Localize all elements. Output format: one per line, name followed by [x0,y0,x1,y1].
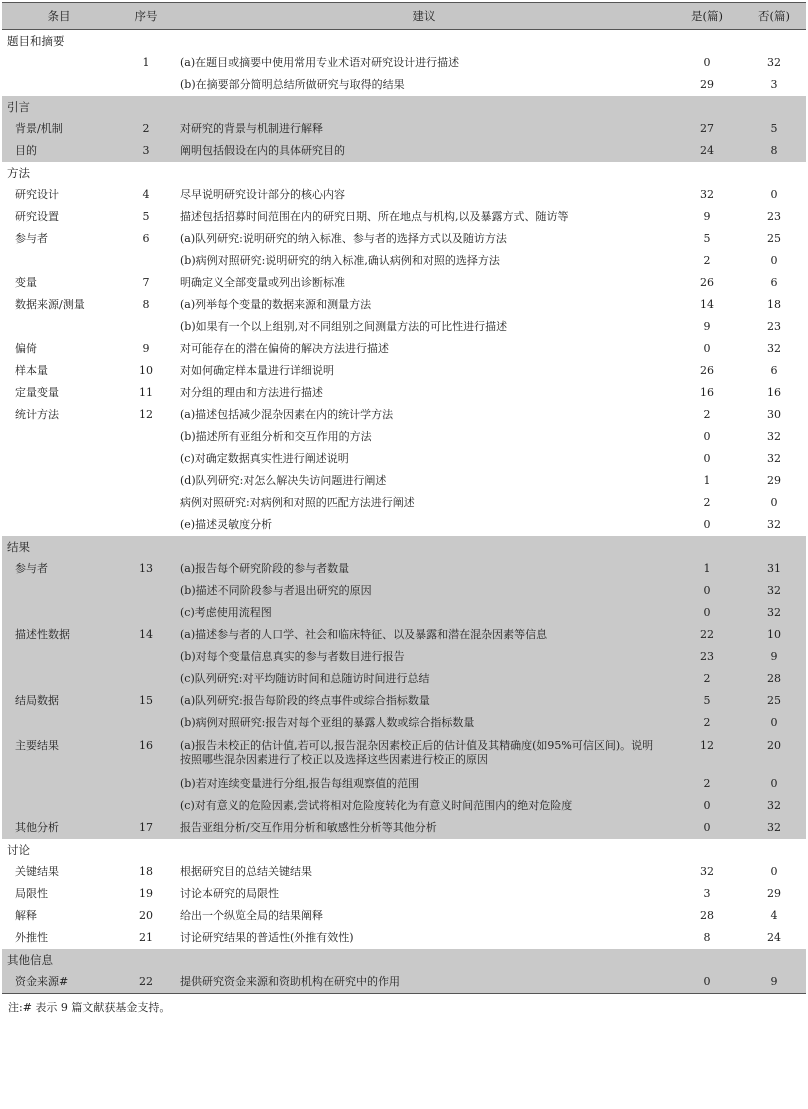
yes-count-cell: 5 [672,690,742,712]
table-row [2,624,806,646]
number-cell [116,514,176,536]
recommendation-cell: (d)队列研究:对怎么解决失访问题进行阐述 [180,474,387,487]
table-row [2,470,806,492]
yes-count-cell: 22 [672,624,742,646]
recommendation-cell: 根据研究目的总结关键结果 [180,865,312,878]
item-cell [2,74,116,96]
table-footnote: 注:# 表示 9 篇文献获基金支持。 [8,1001,171,1014]
number-cell: 20 [139,909,153,922]
yes-count-cell: 2 [672,668,742,690]
recommendation-cell: 给出一个纵览全局的结果阐释 [180,909,323,922]
recommendation-cell: (c)对有意义的危险因素,尝试将相对危险度转化为有意义时间范围内的绝对危险度 [176,795,672,817]
yes-count-cell: 23 [672,646,742,668]
item-cell [2,580,116,602]
recommendation-cell: (c)队列研究:对平均随访时间和总随访时间进行总结 [176,668,672,690]
number-cell [116,448,176,470]
item-cell: 统计方法 [15,408,59,421]
no-count-cell: 24 [767,931,781,944]
no-count-cell: 6 [770,364,778,377]
recommendation-cell: 对研究的背景与机制进行解释 [176,118,672,140]
no-count-cell: 32 [767,518,781,531]
yes-count-cell: 24 [672,140,742,162]
number-cell: 4 [142,188,150,201]
recommendation-cell: (a)队列研究:说明研究的纳入标准、参与者的选择方式以及随访方法 [180,232,507,245]
number-cell: 5 [142,210,150,223]
yes-count-cell: 16 [700,386,714,399]
yes-count-cell: 14 [700,298,714,311]
yes-count-cell: 27 [672,118,742,140]
item-cell: 偏倚 [15,342,37,355]
item-cell: 外推性 [15,931,48,944]
section-row [2,30,806,53]
section-row [2,162,806,184]
recommendation-cell: 讨论研究结果的普适性(外推有效性) [180,931,354,944]
number-cell: 21 [139,931,153,944]
no-count-cell: 32 [767,452,781,465]
recommendation-cell: (a)列举每个变量的数据来源和测量方法 [180,298,372,311]
number-cell [116,250,176,272]
item-cell [2,646,116,668]
number-cell: 22 [116,971,176,994]
table-row [2,773,806,795]
item-cell [2,316,116,338]
number-cell [116,668,176,690]
item-cell [2,426,116,448]
number-cell: 10 [139,364,153,377]
table-row [2,294,806,316]
no-count-cell: 32 [742,817,806,839]
table-body [2,30,806,994]
number-cell: 16 [116,734,176,773]
no-count-cell: 32 [767,342,781,355]
yes-count-cell: 3 [703,887,711,900]
recommendation-cell: 提供研究资金来源和资助机构在研究中的作用 [176,971,672,994]
yes-count-cell: 32 [700,188,714,201]
number-cell: 13 [116,558,176,580]
yes-count-cell: 0 [672,602,742,624]
number-cell: 9 [142,342,150,355]
item-cell: 研究设置 [15,210,59,223]
item-cell [2,668,116,690]
recommendation-cell: (a)报告每个研究阶段的参与者数量 [176,558,672,580]
item-cell: 背景/机制 [2,118,116,140]
item-cell: 参与者 [2,558,116,580]
section-title: 方法 [7,166,30,180]
header-yes: 是(篇) [672,3,742,30]
number-cell: 12 [139,408,153,421]
yes-count-cell: 0 [703,518,711,531]
item-cell [2,712,116,734]
item-cell: 参与者 [15,232,48,245]
yes-count-cell: 28 [700,909,714,922]
number-cell: 6 [142,232,150,245]
header-number: 序号 [116,3,176,30]
yes-count-cell: 0 [703,430,711,443]
recommendation-cell: (b)描述不同阶段参与者退出研究的原因 [176,580,672,602]
yes-count-cell: 1 [672,558,742,580]
no-count-cell: 0 [770,496,778,509]
item-cell: 目的 [2,140,116,162]
recommendation-cell: 明确定义全部变量或列出诊断标准 [180,276,345,289]
recommendation-cell: (b)如果有一个以上组别,对不同组别之间测量方法的可比性进行描述 [180,320,508,333]
item-cell [2,602,116,624]
item-cell: 结局数据 [2,690,116,712]
table-row [2,118,806,140]
recommendation-cell: (e)描述灵敏度分析 [180,518,273,531]
no-count-cell: 30 [767,408,781,421]
no-count-cell: 0 [742,773,806,795]
yes-count-cell: 26 [700,364,714,377]
item-cell: 解释 [15,909,37,922]
table-row [2,272,806,294]
no-count-cell: 25 [742,690,806,712]
number-cell: 14 [116,624,176,646]
table-row [2,206,806,228]
yes-count-cell: 9 [703,210,711,223]
section-title: 题目和摘要 [7,34,65,48]
item-cell: 关键结果 [15,865,59,878]
table-row [2,140,806,162]
recommendation-cell: 阐明包括假设在内的具体研究目的 [176,140,672,162]
yes-count-cell: 0 [672,971,742,994]
yes-count-cell: 0 [672,795,742,817]
number-cell: 8 [142,298,150,311]
yes-count-cell: 2 [703,408,711,421]
number-cell: 7 [142,276,150,289]
section-row [2,96,806,118]
number-cell: 19 [139,887,153,900]
item-cell: 样本量 [15,364,48,377]
yes-count-cell: 9 [703,320,711,333]
no-count-cell: 0 [770,188,778,201]
no-count-cell: 0 [770,865,778,878]
recommendation-cell: (b)描述所有亚组分析和交互作用的方法 [180,430,372,443]
recommendation-cell: (a)在题目或摘要中使用常用专业术语对研究设计进行描述 [180,56,460,69]
number-cell [116,316,176,338]
no-count-cell: 0 [770,254,778,267]
table-header-row [2,3,806,30]
no-count-cell: 20 [742,734,806,773]
recommendation-cell: 尽早说明研究设计部分的核心内容 [180,188,345,201]
table-row [2,404,806,426]
item-cell: 数据来源/测量 [15,298,85,311]
item-cell: 资金来源# [2,971,116,994]
yes-count-cell: 8 [703,931,711,944]
yes-count-cell: 5 [703,232,711,245]
yes-count-cell: 0 [672,580,742,602]
recommendation-cell: 病例对照研究:对病例和对照的匹配方法进行阐述 [180,496,415,509]
recommendation-cell: (a)描述包括减少混杂因素在内的统计学方法 [180,408,394,421]
table-row [2,52,806,74]
number-cell: 17 [116,817,176,839]
number-cell [116,470,176,492]
table-row [2,492,806,514]
item-cell [2,470,116,492]
yes-count-cell: 1 [703,474,711,487]
item-cell: 主要结果 [2,734,116,773]
no-count-cell: 29 [767,474,781,487]
no-count-cell: 28 [742,668,806,690]
table-row [2,228,806,250]
item-cell [2,52,116,74]
no-count-cell: 10 [742,624,806,646]
table-row [2,690,806,712]
number-cell [116,426,176,448]
table-row [2,602,806,624]
table-row [2,817,806,839]
no-count-cell: 32 [742,602,806,624]
number-cell: 2 [116,118,176,140]
yes-count-cell: 2 [672,712,742,734]
recommendation-cell: 讨论本研究的局限性 [180,887,279,900]
item-cell [2,773,116,795]
yes-count-cell: 0 [703,56,711,69]
no-count-cell: 9 [742,646,806,668]
section-row [2,949,806,971]
no-count-cell: 8 [742,140,806,162]
yes-count-cell: 2 [703,496,711,509]
no-count-cell: 6 [770,276,778,289]
yes-count-cell: 0 [672,817,742,839]
number-cell: 18 [139,865,153,878]
table-row [2,316,806,338]
recommendation-cell: 对分组的理由和方法进行描述 [180,386,323,399]
number-cell: 11 [139,386,153,399]
item-cell [2,795,116,817]
recommendation-cell: (a)描述参与者的人口学、社会和临床特征、以及暴露和潜在混杂因素等信息 [176,624,672,646]
yes-count-cell: 29 [700,78,714,91]
table-row [2,250,806,272]
recommendation-cell: (b)病例对照研究:报告对每个亚组的暴露人数或综合指标数量 [176,712,672,734]
recommendation-cell: 对如何确定样本量进行详细说明 [180,364,334,377]
table-row [2,795,806,817]
item-cell: 变量 [15,276,37,289]
yes-count-cell: 2 [703,254,711,267]
table-row [2,861,806,883]
recommendation-cell: (b)病例对照研究:说明研究的纳入标准,确认病例和对照的选择方法 [180,254,500,267]
item-cell [2,448,116,470]
section-row [2,536,806,558]
table-row [2,883,806,905]
yes-count-cell: 0 [703,452,711,465]
number-cell [116,795,176,817]
section-title: 结果 [2,536,806,558]
table-row [2,426,806,448]
item-cell [2,492,116,514]
number-cell: 1 [142,56,150,69]
number-cell [116,580,176,602]
section-title: 引言 [2,96,806,118]
recommendation-cell: (b)对每个变量信息真实的参与者数目进行报告 [176,646,672,668]
no-count-cell: 32 [767,56,781,69]
no-count-cell: 18 [767,298,781,311]
table-row [2,971,806,994]
table-row [2,646,806,668]
yes-count-cell: 32 [700,865,714,878]
number-cell: 3 [116,140,176,162]
table-row [2,668,806,690]
item-cell [2,250,116,272]
table-row [2,338,806,360]
number-cell [116,773,176,795]
item-cell: 局限性 [15,887,48,900]
table-row [2,558,806,580]
no-count-cell: 4 [770,909,778,922]
no-count-cell: 16 [767,386,781,399]
no-count-cell: 0 [742,712,806,734]
no-count-cell: 23 [767,320,781,333]
number-cell [116,712,176,734]
header-no: 否(篇) [742,3,806,30]
recommendation-cell: (a)队列研究:报告每阶段的终点事件或综合指标数量 [176,690,672,712]
number-cell: 15 [116,690,176,712]
item-cell: 描述性数据 [2,624,116,646]
yes-count-cell: 2 [672,773,742,795]
table-row [2,580,806,602]
yes-count-cell: 0 [703,342,711,355]
item-cell: 定量变量 [15,386,59,399]
no-count-cell: 31 [742,558,806,580]
recommendation-cell: 报告亚组分析/交互作用分析和敏感性分析等其他分析 [176,817,672,839]
yes-count-cell: 12 [672,734,742,773]
recommendation-cell: (c)考虑使用流程图 [176,602,672,624]
table-row [2,734,806,773]
recommendation-cell: (b)在摘要部分简明总结所做研究与取得的结果 [180,78,405,91]
section-title: 其他信息 [2,949,806,971]
item-cell [2,514,116,536]
no-count-cell: 29 [767,887,781,900]
recommendation-cell: 对可能存在的潜在偏倚的解决方法进行描述 [180,342,389,355]
no-count-cell: 3 [770,78,778,91]
table-row [2,514,806,536]
header-recommendation: 建议 [176,3,672,30]
table-row [2,184,806,206]
number-cell [116,646,176,668]
recommendation-cell: (c)对确定数据真实性进行阐述说明 [180,452,349,465]
table-row [2,448,806,470]
table-row [2,360,806,382]
no-count-cell: 23 [767,210,781,223]
table-row [2,712,806,734]
recommendation-cell: (a)报告未校正的估计值,若可以,报告混杂因素校正后的估计值及其精确度(如95%可信区间)。说明按照哪些混杂因素进行了校正以及选择这些因素进行校正的原因 [176,734,672,773]
no-count-cell: 32 [742,580,806,602]
no-count-cell: 32 [742,795,806,817]
number-cell [116,74,176,96]
number-cell [116,492,176,514]
yes-count-cell: 26 [700,276,714,289]
section-row [2,839,806,861]
number-cell [116,602,176,624]
item-cell: 研究设计 [15,188,59,201]
item-cell: 其他分析 [2,817,116,839]
table-row [2,905,806,927]
table-row [2,382,806,404]
table-row [2,927,806,949]
checklist-table-container [2,2,806,1015]
table-row [2,74,806,96]
header-item: 条目 [2,3,116,30]
checklist-table [2,2,806,994]
no-count-cell: 32 [767,430,781,443]
recommendation-cell: (b)若对连续变量进行分组,报告每组观察值的范围 [176,773,672,795]
no-count-cell: 25 [767,232,781,245]
section-title: 讨论 [7,843,30,857]
recommendation-cell: 描述包括招募时间范围在内的研究日期、所在地点与机构,以及暴露方式、随访等 [180,210,569,223]
no-count-cell: 5 [742,118,806,140]
no-count-cell: 9 [742,971,806,994]
